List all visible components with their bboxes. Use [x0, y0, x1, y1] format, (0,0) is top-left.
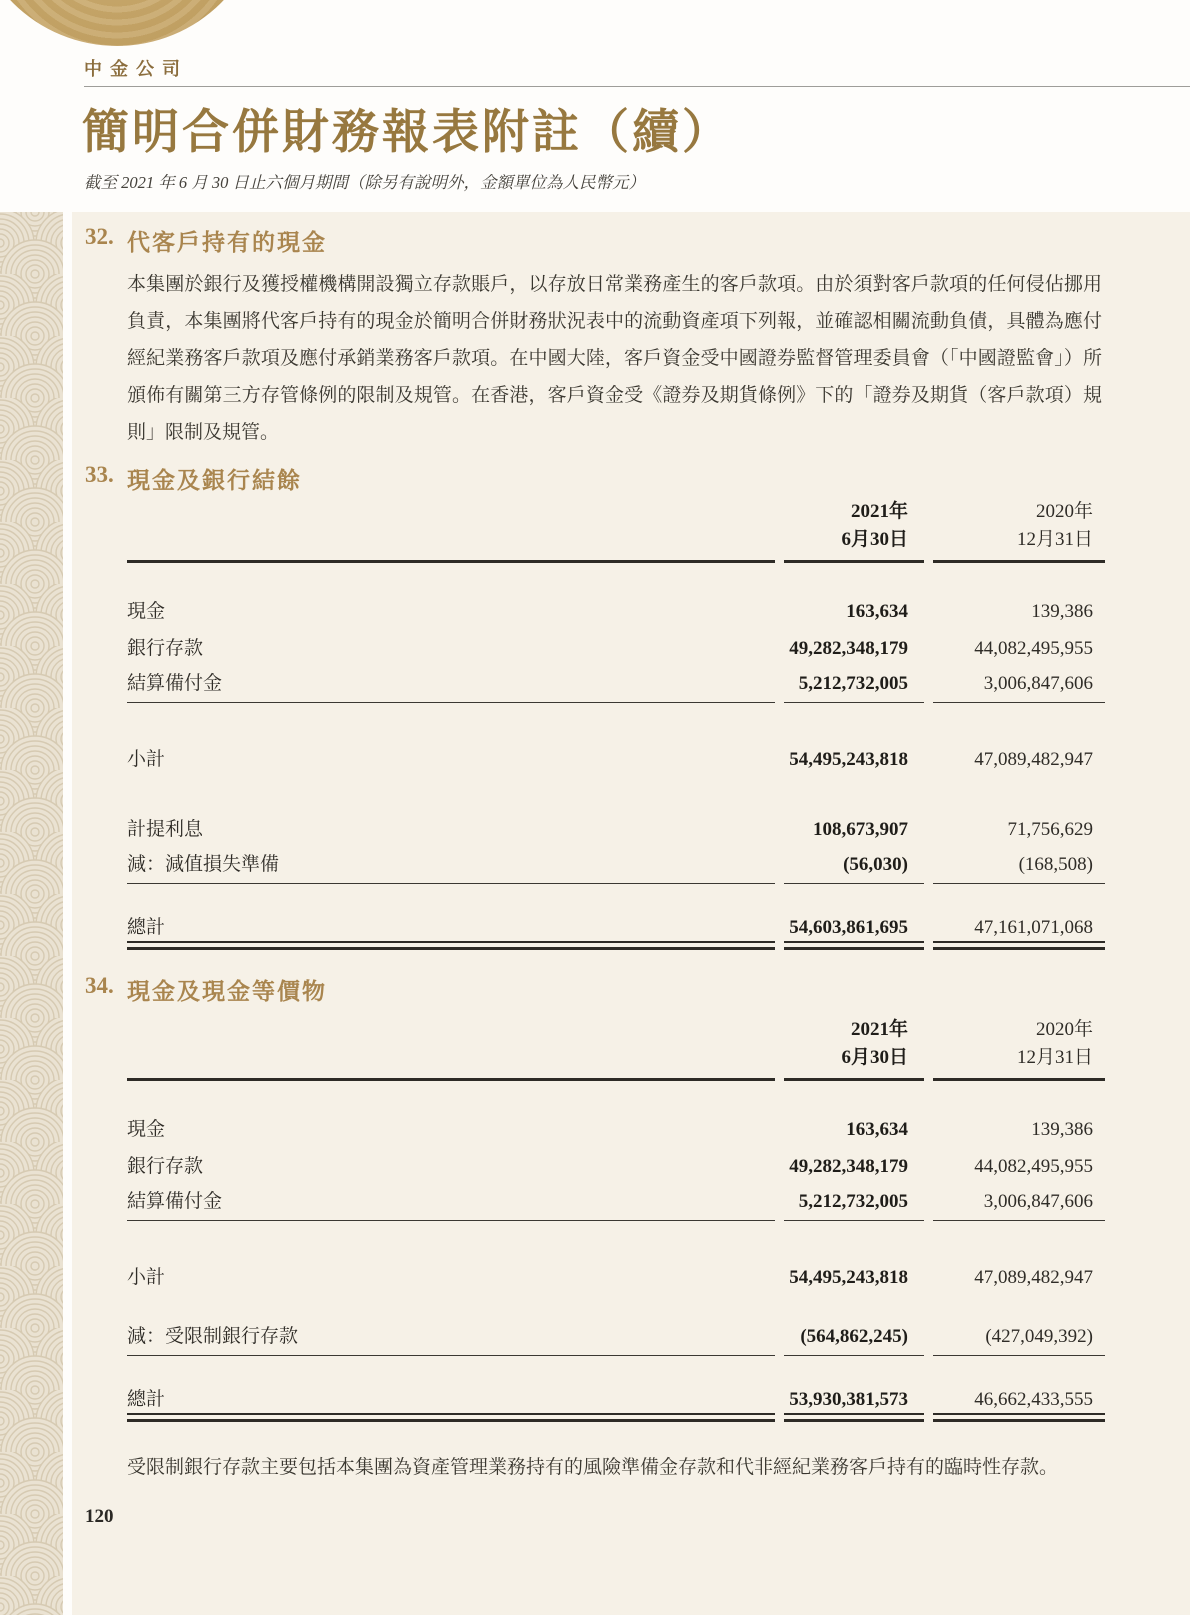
value-2021: (56,030) [784, 848, 924, 884]
header-2020-cell [933, 1011, 1105, 1081]
table-spacer [127, 1081, 1105, 1111]
table-row [127, 667, 1105, 703]
row-label: 結算備付金 [127, 667, 775, 703]
page-title: 簡明合併財務報表附註（續） [82, 107, 732, 159]
table-row [127, 1111, 1105, 1148]
row-label: 減：減值損失準備 [127, 848, 775, 884]
row-label: 小計 [127, 749, 166, 770]
value-2020: 47,161,071,068 [933, 916, 1105, 943]
total-row [127, 916, 1105, 943]
value-2021: 5,212,732,005 [784, 1185, 924, 1221]
header-label-cell [127, 1011, 775, 1081]
content-panel [72, 212, 1190, 1615]
value-2020: (427,049,392) [933, 1320, 1105, 1356]
table-spacer [127, 778, 1105, 811]
date-2021: 6月30日 [841, 529, 908, 550]
value-2021: (564,862,245) [784, 1320, 924, 1356]
page-number: 120 [85, 1506, 114, 1527]
row-label: 小計 [127, 1267, 166, 1288]
year-2020: 2020年 [1035, 501, 1093, 522]
value-2021: 5,212,732,005 [784, 667, 924, 703]
table-spacer [127, 1221, 1105, 1259]
row-label: 減：受限制銀行存款 [127, 1320, 775, 1356]
row-label: 銀行存款 [127, 638, 204, 659]
value-2020: 44,082,495,955 [974, 1156, 1093, 1177]
value-2021: 53,930,381,573 [784, 1388, 924, 1415]
table-row [127, 1148, 1105, 1185]
value-2020: 47,089,482,947 [974, 749, 1093, 770]
row-label: 計提利息 [127, 819, 204, 840]
value-2021: 49,282,348,179 [789, 638, 908, 659]
value-2021: 49,282,348,179 [789, 1156, 908, 1177]
value-2020: (168,508) [933, 848, 1105, 884]
value-2020: 139,386 [1031, 601, 1093, 622]
section-32-heading [72, 224, 1190, 254]
table-spacer [127, 703, 1105, 741]
wave-pattern-strip-icon [0, 212, 63, 1615]
year-2020: 2020年 [1035, 1019, 1093, 1040]
header-label-cell [127, 493, 775, 563]
cash-equivalents-table [127, 1011, 1105, 1415]
total-row [127, 1388, 1105, 1415]
section-number: 34. [85, 973, 114, 998]
section-number: 33. [85, 462, 114, 487]
header-2021-cell [784, 1011, 924, 1081]
table-spacer [127, 1356, 1105, 1388]
table-spacer [127, 1296, 1105, 1320]
table-spacer [127, 563, 1105, 593]
year-2021: 2021年 [850, 1019, 908, 1040]
brand-name: 中金公司 [84, 59, 188, 79]
logo-circle-icon [0, 0, 264, 46]
page-subtitle: 截至 2021 年 6 月 30 日止六個月期間（除另有說明外，金額單位為人民幣元） [84, 173, 645, 192]
date-2021: 6月30日 [841, 1047, 908, 1068]
footnote-text: 受限制銀行存款主要包括本集團為資產管理業務持有的風險準備金存款和代非經紀業務客戶持有的臨時性存款。 [127, 1457, 1059, 1478]
section-number: 32. [85, 224, 114, 249]
row-label: 結算備付金 [127, 1185, 775, 1221]
section-32-body: 本集團於銀行及獲授權機構開設獨立存款賬戶，以存放日常業務產生的客戶款項。由於須對客戶款項的任何侵佔挪用負責，本集團將代客戶持有的現金於簡明合併財務狀況表中的流動資產項下列報，並確認相關流動負債，具體為應付經紀業務客戶款項及應付承銷業務客戶款項。在中國大陸，客戶資金受中國證券監督管理委員會（「中國證監會」）所頒佈有關第三方存管條例的限制及規管。在香港，客戶資金受《證券及期貨條例》下的「證券及期貨（客戶款項）規則」限制及規管。 [127, 274, 1102, 443]
date-2020: 12月31日 [1016, 529, 1093, 550]
value-2020: 3,006,847,606 [933, 1185, 1105, 1221]
table-row [127, 848, 1105, 884]
value-2021: 54,495,243,818 [789, 1267, 908, 1288]
value-2020: 44,082,495,955 [974, 638, 1093, 659]
subtotal-row [127, 1259, 1105, 1296]
table-header-row [127, 493, 1105, 563]
section-34-heading [72, 973, 1190, 1003]
value-2020: 46,662,433,555 [933, 1388, 1105, 1415]
section-title: 代客戶持有的現金 [127, 230, 327, 255]
table-header-row [127, 1011, 1105, 1081]
header-2020-cell [933, 493, 1105, 563]
value-2020: 71,756,629 [1007, 819, 1093, 840]
subtotal-row [127, 741, 1105, 778]
section-33-heading [72, 462, 1190, 492]
row-label: 總計 [127, 1388, 775, 1415]
value-2021: 163,634 [846, 601, 908, 622]
row-label: 總計 [127, 916, 775, 943]
row-label: 銀行存款 [127, 1156, 204, 1177]
table-row [127, 593, 1105, 630]
value-2020: 47,089,482,947 [974, 1267, 1093, 1288]
table-row [127, 811, 1105, 848]
section-title: 現金及現金等價物 [127, 979, 327, 1004]
table-spacer [127, 884, 1105, 916]
header-divider [84, 86, 1190, 87]
row-label: 現金 [127, 1119, 166, 1140]
row-label: 現金 [127, 601, 166, 622]
value-2021: 163,634 [846, 1119, 908, 1140]
table-row [127, 1320, 1105, 1356]
year-2021: 2021年 [850, 501, 908, 522]
value-2021: 54,495,243,818 [789, 749, 908, 770]
value-2021: 108,673,907 [813, 819, 908, 840]
cash-bank-balances-table [127, 493, 1105, 943]
value-2020: 139,386 [1031, 1119, 1093, 1140]
date-2020: 12月31日 [1016, 1047, 1093, 1068]
value-2021: 54,603,861,695 [784, 916, 924, 943]
table-row [127, 630, 1105, 667]
table-row [127, 1185, 1105, 1221]
section-title: 現金及銀行結餘 [127, 468, 302, 493]
value-2020: 3,006,847,606 [933, 667, 1105, 703]
header-2021-cell [784, 493, 924, 563]
